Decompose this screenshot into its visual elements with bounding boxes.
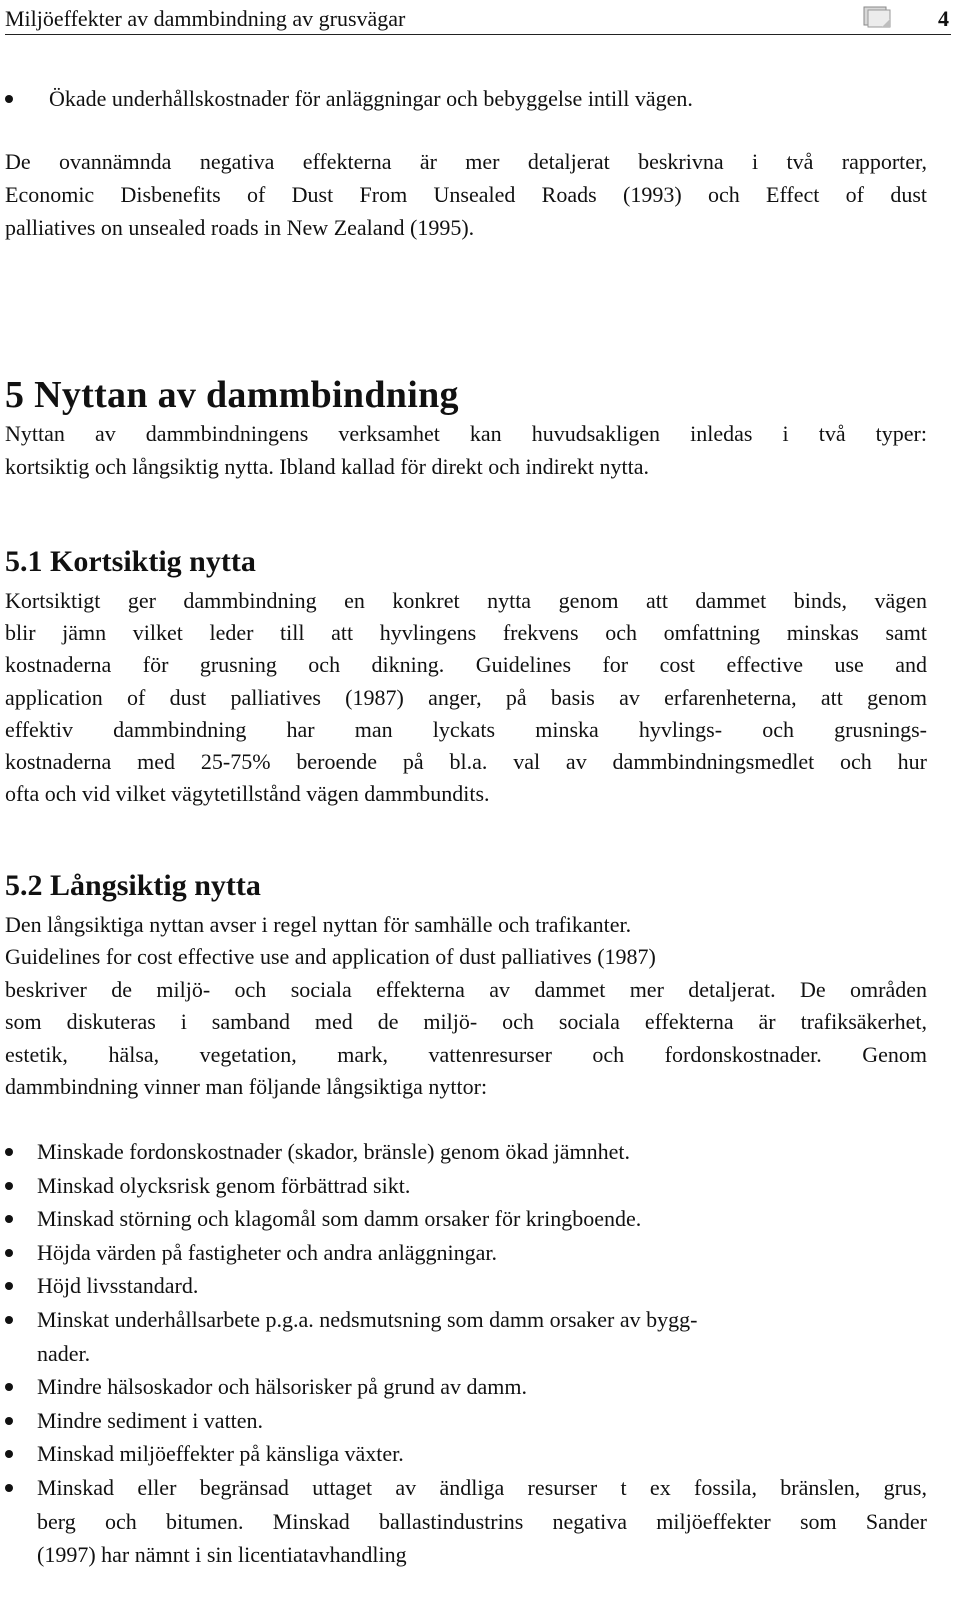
- benefits-list: [5, 1135, 927, 1572]
- page-header: [5, 2, 951, 35]
- list-item-continuation: (1997) har nämnt i sin licentiatavhandling: [37, 1542, 407, 1568]
- page-number: 4: [938, 6, 949, 31]
- paragraph-line: kostnaderna med 25-75% beroende på bl.a. val av dammbindningsmedlet och hur: [5, 749, 927, 775]
- paragraph-line: Minskad eller begränsad uttaget av ändliga resurser t ex fossila, bränslen, grus,: [37, 1474, 927, 1500]
- paragraph-line: Nyttan av dammbindningens verksamhet kan huvudsakligen inledas i två typer:: [5, 421, 927, 446]
- paragraph-line: ofta och vid vilket vägytetillstånd vägen dammbundits.: [5, 781, 490, 807]
- list-item-continuation: [5, 1505, 927, 1539]
- page-corner-icon: [863, 6, 891, 28]
- list-item: Minskad olycksrisk genom förbättrad sikt.: [5, 1169, 927, 1203]
- paragraph-line: Guidelines for cost effective use and application of dust palliatives (1987): [5, 944, 656, 970]
- paragraph-line: application of dust palliatives (1987) anger, på basis av erfarenheterna, att genom: [5, 684, 927, 710]
- intro-paragraph: [5, 145, 927, 244]
- paragraph-line: blir jämn vilket leder till att hyvlingens frekvens och omfattning minskas samt: [5, 620, 927, 646]
- paragraph-line: De ovannämnda negativa effekterna är mer detaljerat beskrivna i två rapporter,: [5, 149, 927, 174]
- list-item: Mindre sediment i vatten.: [5, 1404, 927, 1438]
- section-5-1-paragraph: [5, 585, 927, 810]
- list-item: Höjda värden på fastigheter och andra anläggningar.: [5, 1236, 927, 1270]
- list-item: [5, 1471, 927, 1505]
- paragraph-line: som diskuteras i samband med de miljö- och sociala effekterna är trafiksäkerhet,: [5, 1009, 927, 1035]
- top-bullet-list: [5, 82, 693, 116]
- list-item: Minskad störning och klagomål som damm orsaker för kringboende.: [5, 1202, 927, 1236]
- section-heading-5-2: 5.2 Långsiktig nytta: [5, 869, 261, 902]
- list-item: Minskade fordonskostnader (skador, bränsle) genom ökad jämnhet.: [5, 1135, 927, 1169]
- section-heading-5-1: 5.1 Kortsiktig nytta: [5, 545, 256, 578]
- list-item-continuation: nader.: [37, 1340, 91, 1366]
- paragraph-line: Kortsiktigt ger dammbindning en konkret nytta genom att dammet binds, vägen: [5, 588, 927, 613]
- section-5-2-paragraph: [5, 909, 927, 1103]
- list-item: Mindre hälsoskador och hälsorisker på grund av damm.: [5, 1370, 927, 1404]
- paragraph-line: dammbindning vinner man följande långsiktiga nyttor:: [5, 1074, 488, 1100]
- paragraph-line: Economic Disbenefits of Dust From Unsealed Roads (1993) och Effect of dust: [5, 182, 927, 207]
- list-item: Ökade underhållskostnader för anläggningar och bebyggelse intill vägen.: [5, 82, 693, 116]
- paragraph-line: Den långsiktiga nyttan avser i regel nyttan för samhälle och trafikanter.: [5, 912, 632, 937]
- document-title: Miljöeffekter av dammbindning av grusvägar: [5, 6, 406, 31]
- document-page: [5, 0, 951, 1617]
- list-item: Minskad miljöeffekter på känsliga växter.: [5, 1437, 927, 1471]
- section-5-paragraph: [5, 417, 927, 483]
- paragraph-line: beskriver de miljö- och sociala effekterna av dammet mer detaljerat. De områden: [5, 976, 927, 1002]
- list-item: Höjd livsstandard.: [5, 1269, 927, 1303]
- paragraph-line: estetik, hälsa, vegetation, mark, vattenresurser och fordonskostnader. Genom: [5, 1041, 927, 1067]
- paragraph-line: kortsiktig och långsiktig nytta. Ibland kallad för direkt och indirekt nytta.: [5, 454, 649, 479]
- section-heading-5: 5 Nyttan av dammbindning: [5, 374, 459, 416]
- paragraph-line: berg och bitumen. Minskad ballastindustrins negativa miljöeffekter som Sander: [37, 1508, 927, 1534]
- paragraph-line: palliatives on unsealed roads in New Zealand (1995).: [5, 215, 475, 240]
- list-item: Minskat underhållsarbete p.g.a. nedsmutsning som damm orsaker av bygg-: [5, 1303, 927, 1337]
- paragraph-line: effektiv dammbindning har man lyckats minska hyvlings- och grusnings-: [5, 716, 927, 742]
- paragraph-line: kostnaderna för grusning och dikning. Guidelines for cost effective use and: [5, 652, 927, 678]
